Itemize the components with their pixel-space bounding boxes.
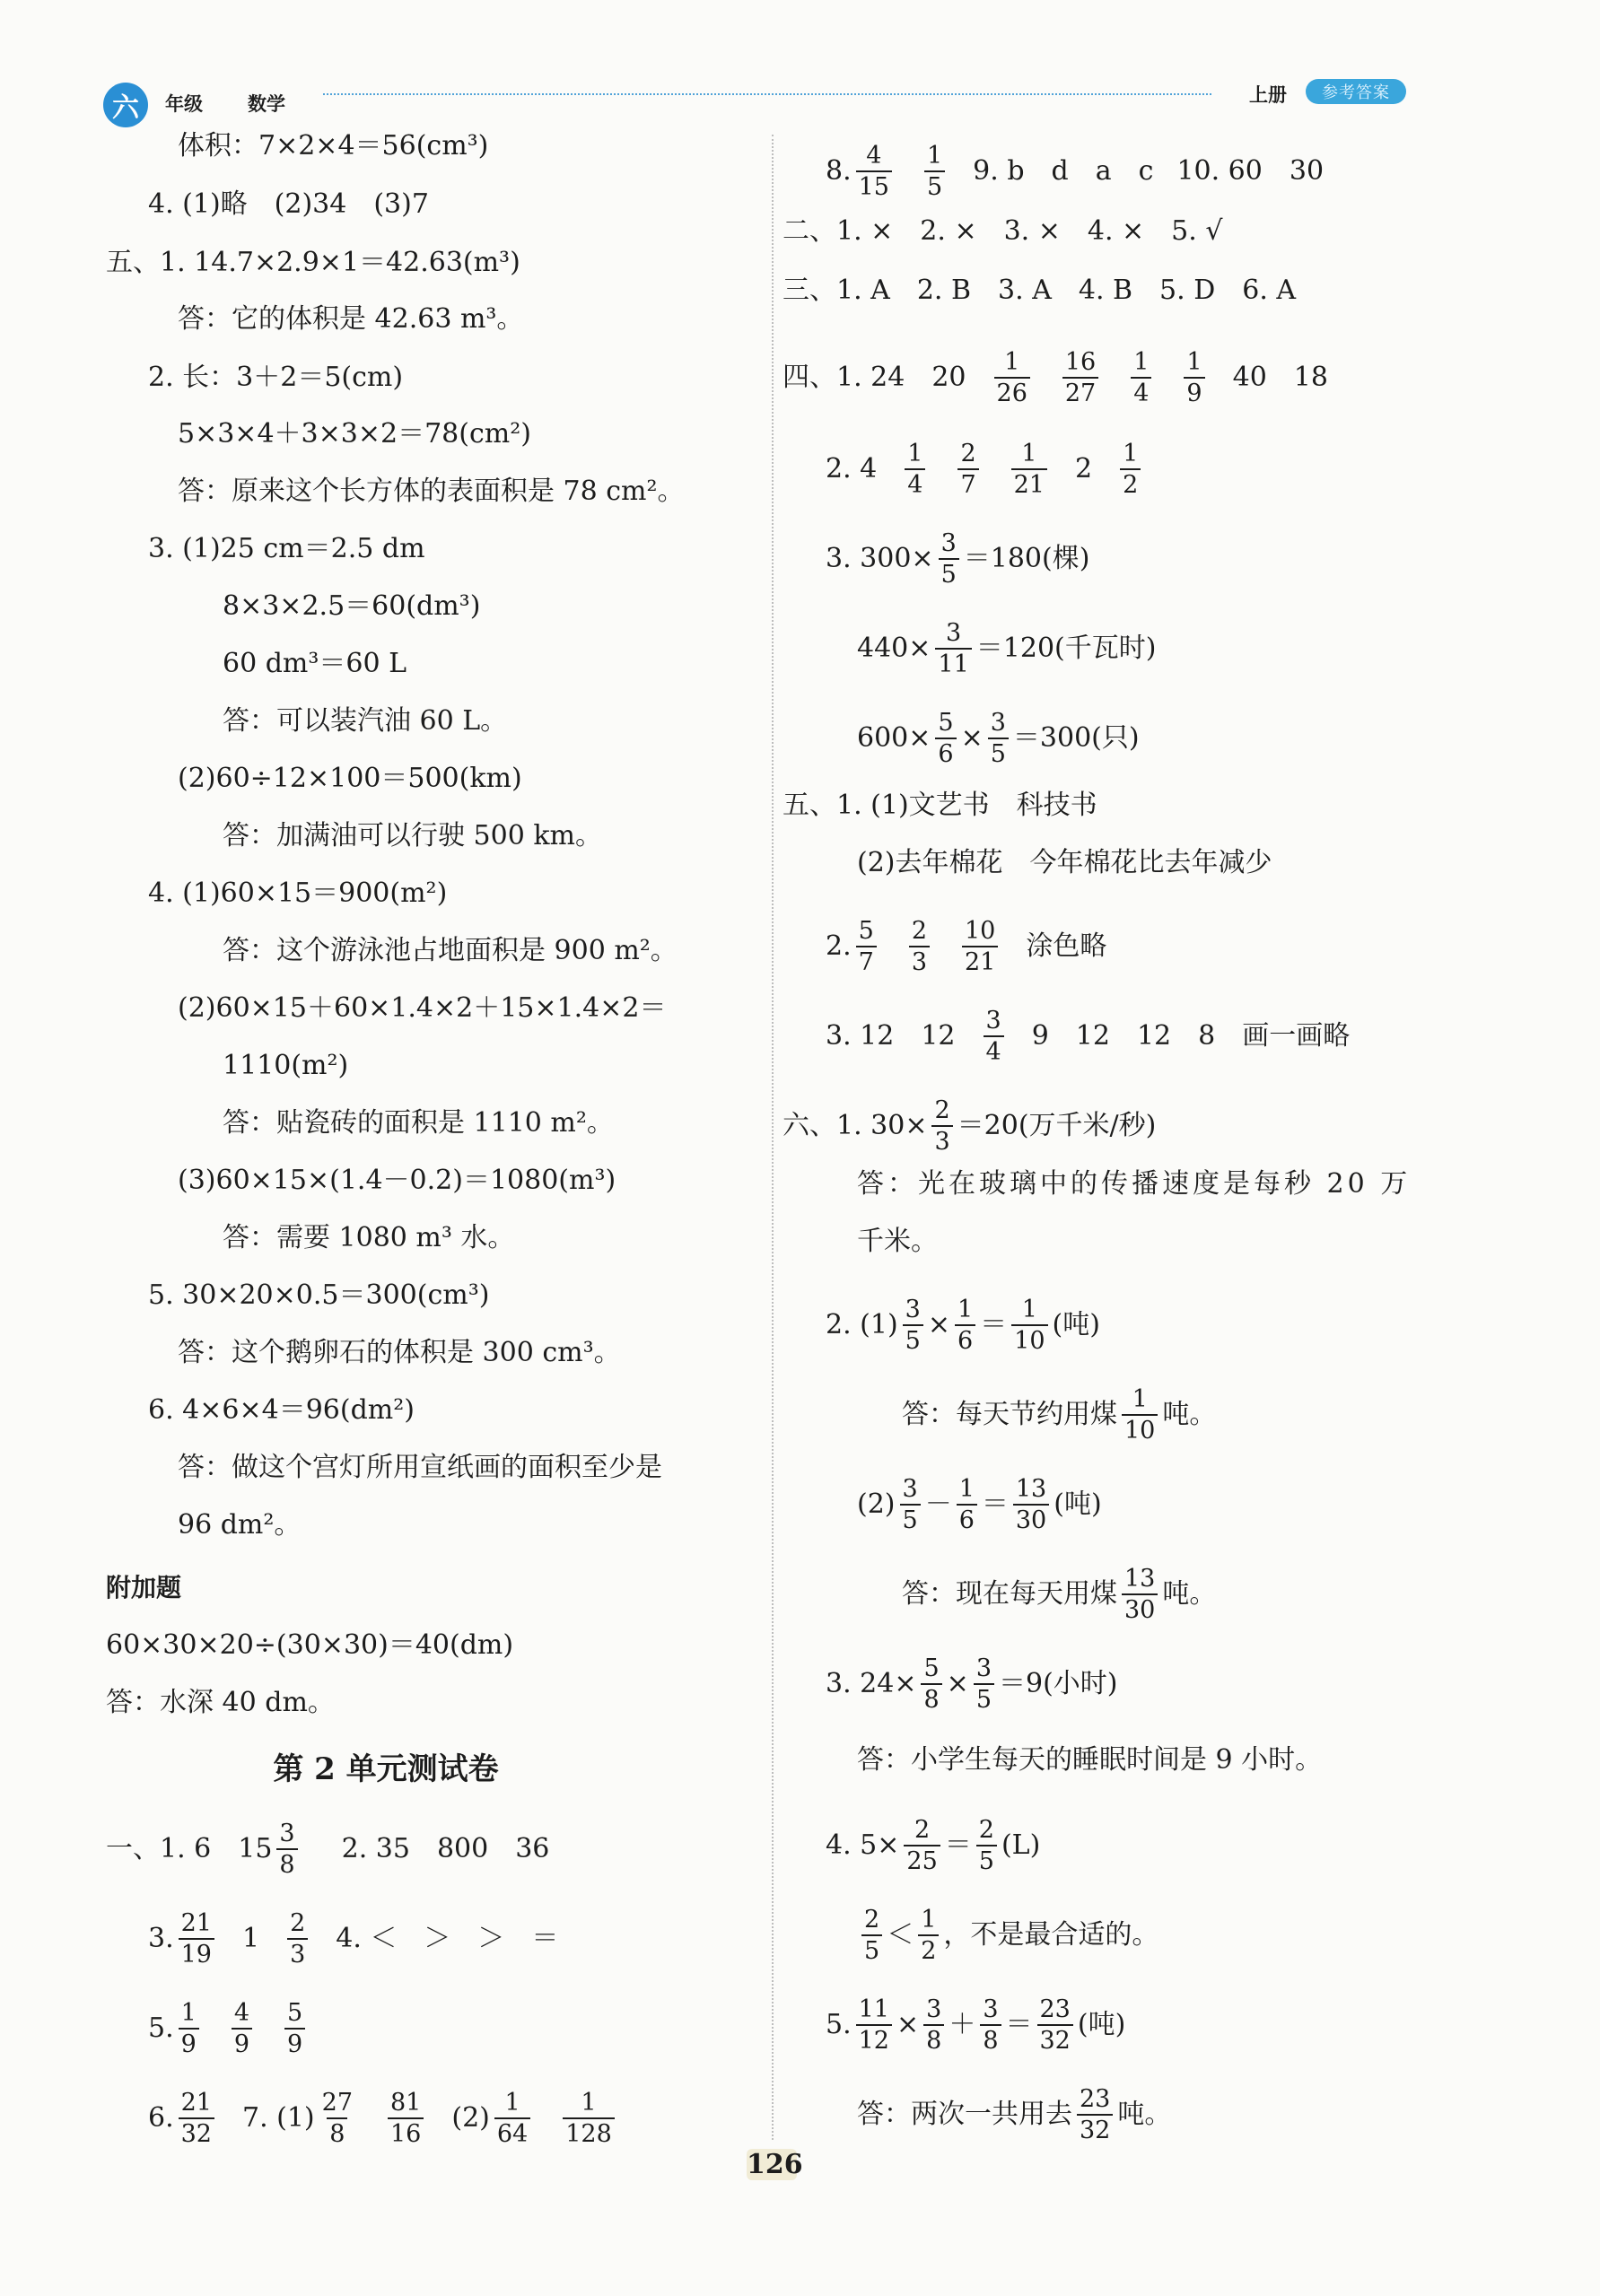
answer-text: 3. 12 12 — [826, 1020, 956, 1052]
answer-line: 答：这个鹅卵石的体积是 300 cm³。 — [178, 1337, 621, 1368]
answer-line: 五、1. (1)文艺书 科技书 — [783, 790, 1097, 821]
answer-key-badge: 参考答案 — [1306, 79, 1406, 104]
answer-text: 6. — [148, 2102, 174, 2134]
extra-heading: 附加题 — [106, 1573, 182, 1602]
fraction: $\frac{3}{5}$ — [900, 1477, 921, 1532]
answer-line: 答：贴瓷砖的面积是 1110 m²。 — [223, 1107, 614, 1139]
answer-text: 涂色略 — [1026, 930, 1107, 962]
answer-text: ＝120(千瓦时) — [975, 633, 1157, 664]
fraction: $\frac{3}{11}$ — [935, 621, 971, 677]
answer-text: 4. 5× — [826, 1829, 900, 1861]
fraction: $\frac{5}{6}$ — [935, 711, 956, 766]
fraction: $\frac{23}{32}$ — [1037, 1997, 1073, 2053]
answer-line: 答：它的体积是 42.63 m³。 — [178, 303, 524, 335]
fraction: $\frac{16}{27}$ — [1062, 350, 1098, 406]
column-divider — [772, 135, 774, 2140]
answer-text: 5. — [148, 2012, 174, 2044]
fraction: $\frac{2}{5}$ — [976, 1818, 997, 1873]
answer-line — [857, 621, 1156, 677]
fraction: $\frac{1}{10}$ — [1011, 1297, 1047, 1353]
fraction: $\frac{1}{21}$ — [1011, 441, 1047, 497]
answer-text: － — [924, 1488, 952, 1520]
answer-text: ＝20(万千米/秒) — [957, 1110, 1157, 1141]
answer-line: 答：水深 40 dm。 — [106, 1687, 335, 1718]
answer-line — [826, 1297, 1100, 1353]
answer-line — [826, 1818, 1040, 1873]
answer-line — [857, 1477, 1102, 1532]
answer-text: 2 — [1074, 453, 1093, 485]
answer-line — [857, 2087, 1171, 2143]
fraction: $\frac{2}{7}$ — [957, 441, 978, 497]
answer-line — [106, 1821, 549, 1877]
answer-text: 1 — [241, 1923, 260, 1954]
answer-line: 二、1. × 2. × 3. × 4. × 5. √ — [783, 215, 1223, 247]
answer-text: 3. 24× — [826, 1668, 917, 1699]
header-rule — [323, 93, 1211, 95]
answer-text: 40 18 — [1232, 362, 1328, 393]
answer-line — [857, 1908, 1158, 1963]
answer-line: 96 dm²。 — [178, 1509, 302, 1541]
answer-text: 600× — [857, 722, 931, 754]
answer-text: ＝ — [1005, 2009, 1033, 2040]
fraction: $\frac{1}{4}$ — [1131, 350, 1151, 406]
answer-text: 一、1. 6 15 — [106, 1833, 273, 1864]
answer-line — [826, 441, 1145, 497]
answer-line: 答：需要 1080 m³ 水。 — [223, 1222, 515, 1253]
grade-badge: 六 — [103, 83, 148, 127]
answer-line: 答：原来这个长方体的表面积是 78 cm²。 — [178, 476, 685, 507]
answer-line — [826, 144, 1324, 199]
answer-text: ＋ — [949, 2009, 976, 2040]
answer-line: (2)去年棉花 今年棉花比去年减少 — [857, 847, 1272, 878]
fraction: $\frac{3}{5}$ — [974, 1656, 994, 1712]
answer-text: ＝ — [980, 1309, 1008, 1340]
answer-text: (吨) — [1054, 1488, 1102, 1520]
fraction: $\frac{1}{4}$ — [905, 441, 925, 497]
fraction: $\frac{21}{32}$ — [179, 2091, 214, 2146]
fraction: $\frac{27}{8}$ — [321, 2089, 353, 2148]
answer-line: 答：光在玻璃中的传播速度是每秒 20 万 — [857, 1168, 1412, 1200]
fraction: $\frac{13}{30}$ — [1013, 1477, 1049, 1532]
answer-text: 2. (1) — [826, 1309, 898, 1340]
answer-text: ＝ — [981, 1488, 1009, 1520]
answer-text: × — [946, 1668, 969, 1699]
answer-text: (L) — [1001, 1829, 1041, 1861]
fraction: $\frac{2}{3}$ — [931, 1098, 952, 1154]
answer-text: × — [927, 1309, 950, 1340]
answer-line: (2)60×15＋60×1.4×2＋15×1.4×2＝ — [178, 992, 667, 1024]
fraction: $\frac{5}{9}$ — [284, 2001, 305, 2056]
fraction: $\frac{1}{64}$ — [494, 2091, 530, 2146]
answer-text: ＝ — [944, 1829, 972, 1861]
answer-line — [826, 1997, 1125, 2053]
answer-line: 6. 4×6×4＝96(dm²) — [148, 1394, 415, 1426]
answer-line: 答：加满油可以行驶 500 km。 — [223, 820, 602, 851]
fraction: $\frac{11}{12}$ — [856, 1997, 892, 2053]
subject-label: 数学 — [248, 93, 285, 115]
answer-line: 千米。 — [857, 1226, 938, 1257]
answer-line: 1110(m²) — [223, 1050, 349, 1081]
fraction: $\frac{3}{5}$ — [903, 1297, 923, 1353]
answer-line: 5×3×4＋3×3×2＝78(cm²) — [178, 418, 531, 450]
answer-text: 5. — [826, 2009, 852, 2040]
answer-line — [783, 350, 1328, 406]
answer-line: 8×3×2.5＝60(dm³) — [223, 590, 481, 622]
fraction: $\frac{2}{3}$ — [287, 1911, 308, 1967]
grade-label: 年级 — [165, 93, 203, 115]
answer-text: (吨) — [1052, 1309, 1100, 1340]
answer-line: 答：小学生每天的睡眠时间是 9 小时。 — [857, 1744, 1323, 1776]
fraction: $\frac{1}{9}$ — [1184, 350, 1204, 406]
fraction: $\frac{1}{128}$ — [563, 2091, 615, 2146]
section-title: 第 2 单元测试卷 — [273, 1751, 499, 1787]
answer-text: (2) — [857, 1488, 896, 1520]
answer-text: 2. 35 800 36 — [341, 1833, 550, 1864]
answer-text: × — [960, 722, 984, 754]
answer-text: 9 12 12 8 画一画略 — [1031, 1020, 1351, 1052]
answer-text: ＜ — [887, 1919, 914, 1951]
fraction: $\frac{5}{7}$ — [856, 919, 877, 974]
answer-text: (2) — [451, 2102, 490, 2134]
answer-line: (3)60×15×(1.4－0.2)＝1080(m³) — [178, 1165, 616, 1196]
answer-line: (2)60÷12×100＝500(km) — [178, 763, 522, 794]
answer-text: 答：两次一共用去 — [857, 2099, 1072, 2130]
answer-line: 答：做这个宫灯所用宣纸画的面积至少是 — [178, 1452, 662, 1483]
fraction: $\frac{1}{2}$ — [1120, 441, 1141, 497]
answer-line: 答：可以装汽油 60 L。 — [223, 705, 508, 737]
answer-text: ，不是最合适的。 — [943, 1919, 1159, 1951]
fraction: $\frac{1}{6}$ — [957, 1477, 977, 1532]
fraction: $\frac{10}{21}$ — [962, 919, 998, 974]
fraction: $\frac{3}{8}$ — [276, 1821, 297, 1877]
volume-label: 上册 — [1249, 84, 1287, 106]
answer-line — [826, 919, 1106, 974]
answer-text: 吨。 — [1162, 1399, 1217, 1430]
page-header — [0, 0, 1600, 126]
fraction: $\frac{3}{4}$ — [984, 1008, 1004, 1064]
answer-line — [148, 2001, 310, 2056]
fraction: $\frac{1}{9}$ — [179, 2001, 199, 2056]
answer-line: 3. (1)25 cm＝2.5 dm — [148, 533, 425, 564]
fraction: $\frac{4}{15}$ — [856, 144, 892, 199]
fraction: $\frac{4}{9}$ — [232, 2001, 252, 2056]
answer-text: 2. 4 — [826, 453, 878, 485]
answer-text: 7. (1) — [241, 2102, 315, 2134]
fraction: $\frac{13}{30}$ — [1122, 1567, 1158, 1622]
fraction: $\frac{2}{25}$ — [904, 1818, 940, 1873]
answer-line: 4. (1)60×15＝900(m²) — [148, 877, 448, 909]
fraction: $\frac{1}{5}$ — [924, 144, 945, 199]
page-number: 126 — [747, 2149, 803, 2180]
answer-text: 吨。 — [1117, 2099, 1172, 2130]
answer-line — [826, 1008, 1350, 1064]
answer-text: 四、1. 24 20 — [783, 362, 966, 393]
answer-line: 60×30×20÷(30×30)＝40(dm) — [106, 1629, 514, 1661]
answer-text: 3. 300× — [826, 543, 934, 574]
answer-line: 2. 长：3＋2＝5(cm) — [148, 362, 404, 393]
fraction: $\frac{3}{8}$ — [980, 1997, 1001, 2053]
answer-text: 六、1. 30× — [783, 1110, 928, 1141]
fraction: $\frac{21}{19}$ — [179, 1911, 214, 1967]
answer-line — [826, 1656, 1118, 1712]
answer-line: 体积：7×2×4＝56(cm³) — [178, 130, 489, 162]
fraction: $\frac{5}{8}$ — [921, 1656, 941, 1712]
answer-text: 2. — [826, 930, 852, 962]
answer-line — [783, 1098, 1156, 1154]
answer-line: 答：这个游泳池占地面积是 900 m²。 — [223, 935, 678, 966]
fraction: $\frac{1}{2}$ — [918, 1908, 939, 1963]
fraction: $\frac{23}{32}$ — [1077, 2087, 1113, 2143]
answer-line — [148, 1911, 558, 1967]
answer-text: 吨。 — [1162, 1578, 1217, 1610]
answer-text: ＝300(只) — [1012, 722, 1140, 754]
fraction: $\frac{1}{10}$ — [1122, 1387, 1158, 1443]
fraction: $\frac{1}{6}$ — [955, 1297, 975, 1353]
answer-text: 答：现在每天用煤 — [902, 1578, 1117, 1610]
answer-text: ＝180(棵) — [963, 543, 1090, 574]
fraction: $\frac{2}{3}$ — [909, 919, 930, 974]
fraction: $\frac{3}{5}$ — [939, 531, 959, 587]
answer-line — [902, 1387, 1216, 1443]
answer-text: 10. 60 30 — [1176, 155, 1325, 187]
answer-text: 9. b d a c — [973, 155, 1154, 187]
answer-line: 60 dm³＝60 L — [223, 648, 407, 679]
answer-line — [857, 711, 1140, 766]
answer-line: 五、1. 14.7×2.9×1＝42.63(m³) — [106, 247, 520, 278]
answer-text: ＝9(小时) — [999, 1668, 1118, 1699]
answer-line — [148, 2091, 619, 2146]
fraction: $\frac{3}{5}$ — [988, 711, 1009, 766]
answer-line: 5. 30×20×0.5＝300(cm³) — [148, 1279, 490, 1311]
answer-text: 8. — [826, 155, 852, 187]
answer-line — [902, 1567, 1216, 1622]
answer-line: 4. (1)略 (2)34 (3)7 — [148, 188, 429, 220]
answer-text: (吨) — [1077, 2009, 1126, 2040]
fraction: $\frac{1}{26}$ — [994, 350, 1030, 406]
answer-text: × — [896, 2009, 920, 2040]
fraction: $\frac{3}{8}$ — [923, 1997, 944, 2053]
answer-line: 三、1. A 2. B 3. A 4. B 5. D 6. A — [783, 275, 1297, 306]
fraction: $\frac{81}{16}$ — [388, 2091, 424, 2146]
answer-text: 答：每天节约用煤 — [902, 1399, 1117, 1430]
answer-line — [826, 531, 1089, 587]
fraction: $\frac{2}{5}$ — [861, 1908, 882, 1963]
answer-text: 4. ＜ ＞ ＞ ＝ — [336, 1923, 559, 1954]
answer-text: 440× — [857, 633, 931, 664]
answer-text: 3. — [148, 1923, 174, 1954]
